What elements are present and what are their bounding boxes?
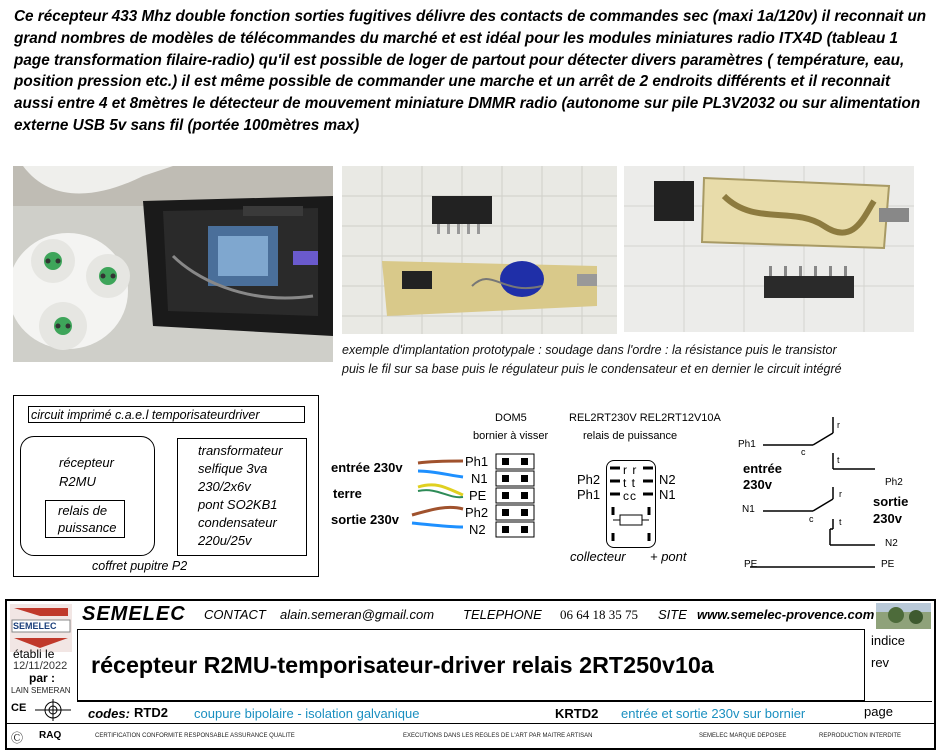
author-name: LAIN SEMERAN bbox=[11, 686, 71, 695]
photo-enclosure bbox=[13, 166, 333, 362]
enclosure-footer: coffret pupitre P2 bbox=[92, 559, 188, 573]
schem-ph2: Ph2 bbox=[885, 477, 903, 488]
relay-label-1: relais de bbox=[58, 503, 108, 518]
ce-footer-icon: Ⓒ bbox=[11, 731, 24, 745]
schem-r1: r bbox=[837, 420, 840, 430]
relay-title-1: REL2RT230V REL2RT12V10A bbox=[569, 412, 721, 424]
part-3: 230/2x6v bbox=[198, 479, 251, 494]
footer-item-2: EXECUTIONS DANS LES REGLES DE L'ART PAR MAITRE ARTISAN bbox=[403, 733, 593, 739]
terminal-title-2: bornier à visser bbox=[473, 430, 549, 442]
terminal-ph2: Ph2 bbox=[465, 505, 489, 520]
logo-text: SEMELEC bbox=[13, 621, 57, 631]
phone-label: TELEPHONE bbox=[463, 607, 542, 622]
schem-r2: r bbox=[839, 489, 842, 499]
relay-left-pin-2: Ph1 bbox=[577, 487, 601, 502]
intro-paragraph: Ce récepteur 433 Mhz double fonction sorties fugitives délivre des contacts de commandes sec (maxi 1a/120v) il reconnait un grand nombres de modèles de télécommandes du marché et est idéal pour les modules miniatures radio ITX4D (tableau 1 page transformation filaire-radio) qu'il est possible de loger de partout pour détecter divers paramètres ( température, eau, position pression etc.) il est même possible de commander une marche et un arrêt de 2 endroits différents et il reconnait aussi entre 4 et 8mètres le détecteur de mouvement miniature DMMR radio (autonome sur pile PL3V2032 ou sur alimentation externe USB 5v sans fil (portée 100mètres max) bbox=[14, 8, 927, 134]
site-url[interactable]: www.semelec-provence.com bbox=[697, 607, 875, 622]
photo-prototype-board bbox=[342, 166, 617, 334]
terminal-n2: N2 bbox=[469, 522, 486, 537]
indice-box bbox=[867, 629, 933, 701]
switch-schematic bbox=[735, 405, 935, 580]
output-label: sortie 230v bbox=[331, 512, 399, 527]
codes-value: RTD2 bbox=[134, 705, 168, 720]
schem-input-label: entrée 230v bbox=[743, 461, 783, 492]
target-icon bbox=[35, 699, 71, 721]
input-label: entrée 230v bbox=[331, 460, 403, 475]
schem-c1: c bbox=[801, 447, 806, 457]
relay-bottom-right: + pont bbox=[650, 549, 687, 564]
schem-t1: t bbox=[837, 455, 840, 465]
enclosure-diagram bbox=[13, 395, 319, 577]
schem-pe-left: PE bbox=[744, 559, 758, 570]
rev-label: rev bbox=[871, 655, 890, 670]
contact-email[interactable]: alain.semeran@gmail.com bbox=[280, 607, 435, 622]
established-label: établi le bbox=[13, 647, 55, 661]
relay-right-pin-2: N1 bbox=[659, 487, 676, 502]
receiver-block bbox=[20, 436, 155, 556]
main-title-box bbox=[77, 629, 865, 701]
caption-line-2: puis le fil sur sa base puis le régulateur puis le condensateur et en dernier le circuit intégré bbox=[342, 362, 842, 376]
indice-label: indice bbox=[871, 633, 905, 648]
codes-row bbox=[77, 701, 932, 724]
feature-1: coupure bipolaire - isolation galvanique bbox=[194, 706, 420, 721]
schem-t2: t bbox=[839, 517, 842, 527]
terminal-pe: PE bbox=[469, 488, 487, 503]
enclosure-title: circuit imprimé c.a.e.l temporisateurdriver bbox=[28, 406, 305, 423]
footer-item-4: REPRODUCTION INTERDITE bbox=[819, 733, 902, 739]
receiver-label-2: R2MU bbox=[59, 474, 96, 489]
relay-block bbox=[45, 500, 125, 538]
relay-pin-r: r r bbox=[623, 463, 638, 477]
site-label: SITE bbox=[658, 607, 687, 622]
terminal-title-1: DOM5 bbox=[495, 412, 527, 424]
relay-pin-t: t t bbox=[623, 476, 637, 490]
part-4: pont SO2KB1 bbox=[198, 497, 278, 512]
document-title: récepteur R2MU-temporisateur-driver relais 2RT250v10a bbox=[91, 652, 714, 678]
schem-n2: N2 bbox=[885, 538, 898, 549]
relay-bottom-left: collecteur bbox=[570, 549, 626, 564]
feature-2: entrée et sortie 230v sur bornier bbox=[621, 706, 806, 721]
landscape-thumbnail bbox=[876, 603, 931, 629]
terminal-ph1: Ph1 bbox=[465, 454, 489, 469]
contact-label: CONTACT bbox=[204, 607, 266, 622]
part-5: condensateur bbox=[198, 515, 277, 530]
photo-caption bbox=[342, 341, 937, 379]
code-2: KRTD2 bbox=[555, 706, 599, 721]
relay-left-pin-1: Ph2 bbox=[577, 472, 601, 487]
caption-line-1: exemple d'implantation prototypale : soudage dans l'ordre : la résistance puis le transistor bbox=[342, 343, 837, 357]
terminal-n1: N1 bbox=[471, 471, 488, 486]
ce-text: CE bbox=[11, 702, 27, 714]
wiring-diagram bbox=[328, 405, 568, 545]
power-supply-block bbox=[177, 438, 307, 556]
schem-c2: c bbox=[809, 514, 814, 524]
schem-pe-right: PE bbox=[881, 559, 895, 570]
relay-label-2: puissance bbox=[58, 520, 117, 535]
receiver-label-1: récepteur bbox=[59, 455, 114, 470]
ce-mark bbox=[9, 698, 75, 722]
company-logo bbox=[10, 604, 72, 652]
footer-item-3: SEMELEC MARQUE DEPOSEE bbox=[699, 733, 787, 739]
brand-name: SEMELEC bbox=[82, 603, 186, 625]
page-label: page bbox=[864, 704, 893, 719]
footer-item-1: CERTIFICATION CONFORMITE RESPONSABLE ASSURANCE QUALITE bbox=[95, 733, 295, 739]
earth-label: terre bbox=[333, 486, 362, 501]
phone-number: 06 64 18 35 75 bbox=[560, 607, 638, 622]
schem-ph1: Ph1 bbox=[738, 439, 756, 450]
relay-pin-c: cc bbox=[623, 489, 637, 503]
part-2: selfique 3va bbox=[198, 461, 268, 476]
by-label: par : bbox=[29, 671, 56, 685]
wiring-lines bbox=[328, 405, 568, 545]
relay-right-pin-1: N2 bbox=[659, 472, 676, 487]
part-1: transformateur bbox=[198, 443, 283, 458]
part-6: 220u/25v bbox=[198, 533, 252, 548]
footer-row bbox=[7, 723, 934, 749]
relay-pinout bbox=[568, 405, 728, 570]
codes-label: codes: bbox=[88, 706, 130, 721]
photo-pcb-underside bbox=[624, 166, 914, 332]
title-block bbox=[5, 599, 936, 750]
schem-output-label: sortie 230v bbox=[873, 494, 909, 526]
raq-label: RAQ bbox=[39, 730, 62, 741]
schem-n1: N1 bbox=[742, 504, 755, 515]
established-date: 12/11/2022 bbox=[13, 660, 68, 672]
relay-title-2: relais de puissance bbox=[583, 430, 678, 442]
